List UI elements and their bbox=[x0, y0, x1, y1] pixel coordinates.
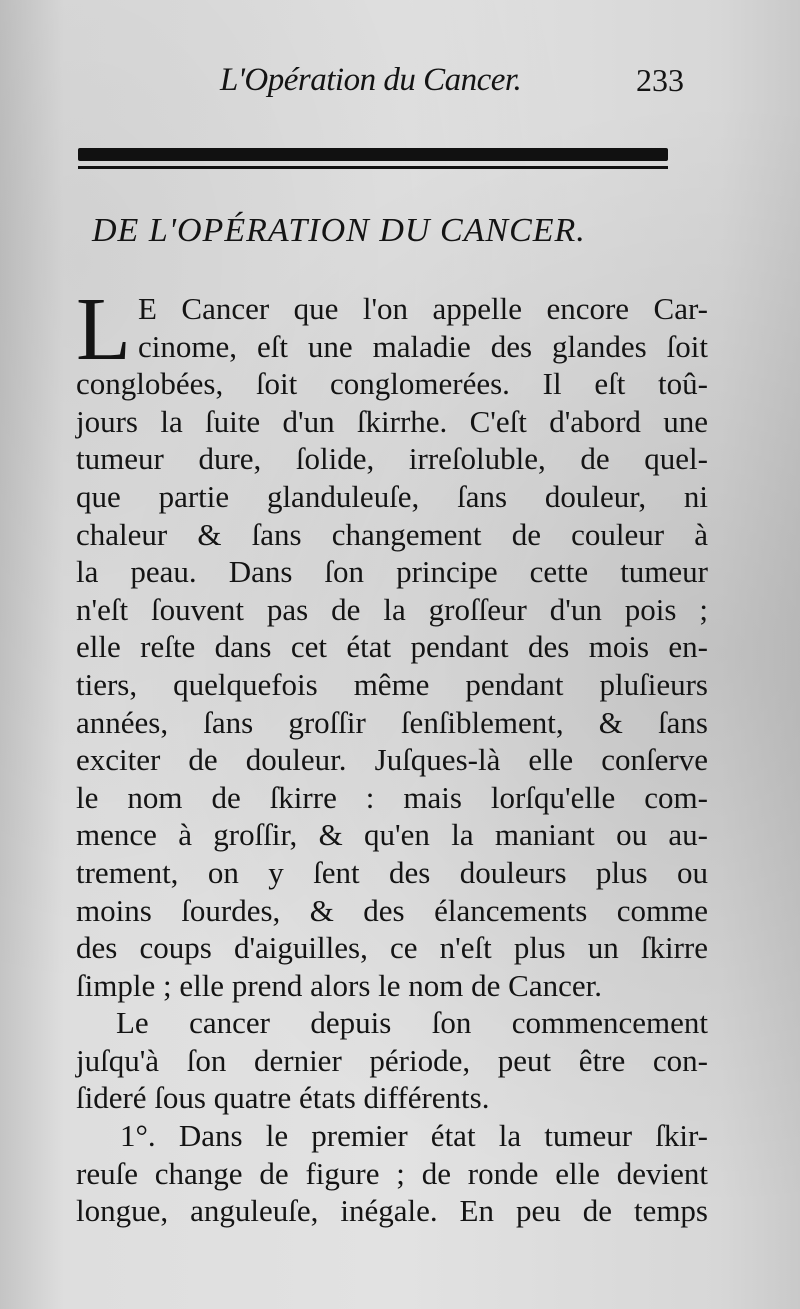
text-line: n'eſt ſouvent pas de la groſſeur d'un pois ; bbox=[76, 591, 708, 627]
text-line: chaleur & ſans changement de couleur à bbox=[76, 516, 708, 552]
body-text bbox=[76, 280, 708, 1230]
text-line: ſimple ; elle prend alors le nom de Cancer. bbox=[76, 967, 602, 1003]
text-line: cinome, eſt une maladie des glandes ſoit bbox=[138, 328, 708, 364]
text-line: jours la ſuite d'un ſkirrhe. C'eſt d'abord une bbox=[76, 403, 708, 439]
text-line: Le cancer depuis ſon commencement bbox=[116, 1005, 708, 1041]
running-head bbox=[0, 62, 800, 102]
text-line: tiers, quelquefois même pendant pluſieurs bbox=[76, 666, 708, 702]
text-line: le nom de ſkirre : mais lorſqu'elle com- bbox=[76, 779, 708, 815]
running-title: L'Opération du Cancer. bbox=[220, 62, 522, 98]
text-line: trement, on y ſent des douleurs plus ou bbox=[76, 854, 708, 890]
text-line: elle reſte dans cet état pendant des mois en- bbox=[76, 629, 708, 665]
text-line: juſqu'à ſon dernier période, peut être con- bbox=[76, 1042, 708, 1078]
header-rule-thin bbox=[78, 166, 668, 169]
text-line: moins ſourdes, & des élancements comme bbox=[76, 892, 708, 928]
text-line: la peau. Dans ſon principe cette tumeur bbox=[76, 554, 708, 590]
text-line: exciter de douleur. Juſques-là elle conſerve bbox=[76, 742, 708, 778]
section-title: DE L'OPÉRATION DU CANCER. bbox=[92, 212, 586, 249]
text-line: E Cancer que l'on appelle encore Car- bbox=[138, 291, 708, 326]
text-line: conglobées, ſoit conglomerées. Il eſt toû- bbox=[76, 366, 708, 402]
text-line: longue, anguleuſe, inégale. En peu de temps bbox=[76, 1193, 708, 1229]
text-line: reuſe change de figure ; de ronde elle devient bbox=[76, 1155, 708, 1191]
text-line: années, ſans groſſir ſenſiblement, & ſans bbox=[76, 704, 708, 740]
text-line: tumeur dure, ſolide, irreſoluble, de quel- bbox=[76, 441, 708, 477]
page-number: 233 bbox=[636, 62, 684, 98]
text-line: 1°. Dans le premier état la tumeur ſkir- bbox=[120, 1118, 708, 1154]
text-line: que partie glanduleuſe, ſans douleur, ni bbox=[76, 478, 708, 514]
text-line: mence à groſſir, & qu'en la maniant ou au- bbox=[76, 817, 708, 853]
header-rule-thick bbox=[78, 148, 668, 161]
drop-cap: L bbox=[76, 280, 131, 379]
text-line: ſideré ſous quatre états différents. bbox=[76, 1080, 490, 1116]
text-line: des coups d'aiguilles, ce n'eſt plus un ſkirre bbox=[76, 930, 708, 966]
